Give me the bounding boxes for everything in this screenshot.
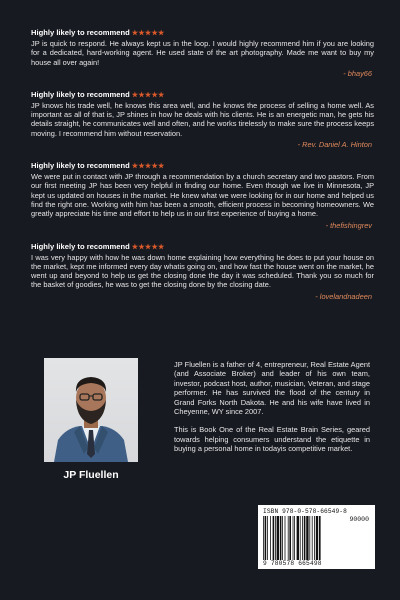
review-text: JP is quick to respond. He always kept us in the loop. I would highly recommend him if you are looking for a dedicated, hard-working agent. He used state of the art photography. Made me want to buy my house all over again! (31, 39, 374, 67)
review-author: - Rev. Daniel A. Hinton (297, 140, 372, 150)
review-card (31, 160, 374, 231)
review-author: - bhay66 (343, 68, 372, 78)
price-code: 90000 (349, 516, 369, 523)
bio-paragraph: This is Book One of the Real Estate Brain Series, geared towards helping consumers understand the etiquette in buying a personal home in todayis competitive market. (174, 425, 370, 454)
review-heading: Highly likely to recommend ★★★★★ (31, 241, 165, 251)
review-text: I was very happy with how he was down home explaining how everything he does to put your house on the market, kept me informed every day whatis going on, and how fast the house went on the market, he went up and beyond to help us get the closing done the day it was scheduled. Thank you so much for the basket of goodies, he was to get the closing done by the closing date. (31, 252, 374, 290)
review-heading: Highly likely to recommend ★★★★★ (31, 161, 165, 171)
star-rating-icon: ★★★★★ (131, 30, 165, 37)
review-card (31, 27, 374, 80)
review-author: - thefishingrev (325, 220, 372, 230)
isbn-text: ISBN 978-0-578-66549-8 (263, 508, 347, 515)
star-rating-icon: ★★★★★ (131, 91, 165, 99)
author-bio (174, 360, 370, 454)
review-text: We were put in contact with JP through a recommendation by a church secretary and two pastors. From our first meeting JP has been very helpful in finding our home. Even though we live in Minnesota, JP kept us updated on houses in the market. He knew what we were looking for in our home and helped us find the right one. Working with him has been a smooth, efficient process in becoming homeowners. We greatly appreciate his time and effort to help us in our first experience of buying a home. (31, 172, 374, 219)
isbn-barcode (258, 505, 375, 569)
author-name: JP Fluellen (63, 469, 119, 481)
review-card (31, 89, 374, 151)
bio-paragraph: JP Fluellen is a father of 4, entrepreneur, Real Estate Agent (and Associate Broker) and leader of his own team, investor, podcast host, author, musician, Veteran, and stage performer. He has survived the flood of the century in Grand Forks North Dakota. He and his wife have lived in Cheyenne, WY since 2007. (174, 360, 370, 417)
author-photo (44, 358, 138, 462)
review-card (31, 241, 374, 303)
star-rating-icon: ★★★★★ (131, 243, 165, 251)
barcode-digits: 9 780578 665498 (263, 560, 322, 567)
review-author: - lovelandnadeen (315, 291, 372, 301)
barcode-icon (263, 516, 341, 560)
reviews-section (31, 27, 374, 312)
review-heading: Highly likely to recommend ★★★★★ (31, 28, 165, 37)
review-heading: Highly likely to recommend ★★★★★ (31, 89, 165, 99)
review-text: JP knows his trade well, he knows this area well, and he knows the process of selling a home well. As important as all of that is, JP shines in how he deals with his clients. He is an energetic man, he gets his details straight, he communicates well and often, and he works tirelessly to make sure the process keeps moving. I recommend him without reservation. (31, 100, 375, 138)
star-rating-icon: ★★★★★ (131, 163, 165, 171)
author-portrait-icon (44, 358, 138, 462)
